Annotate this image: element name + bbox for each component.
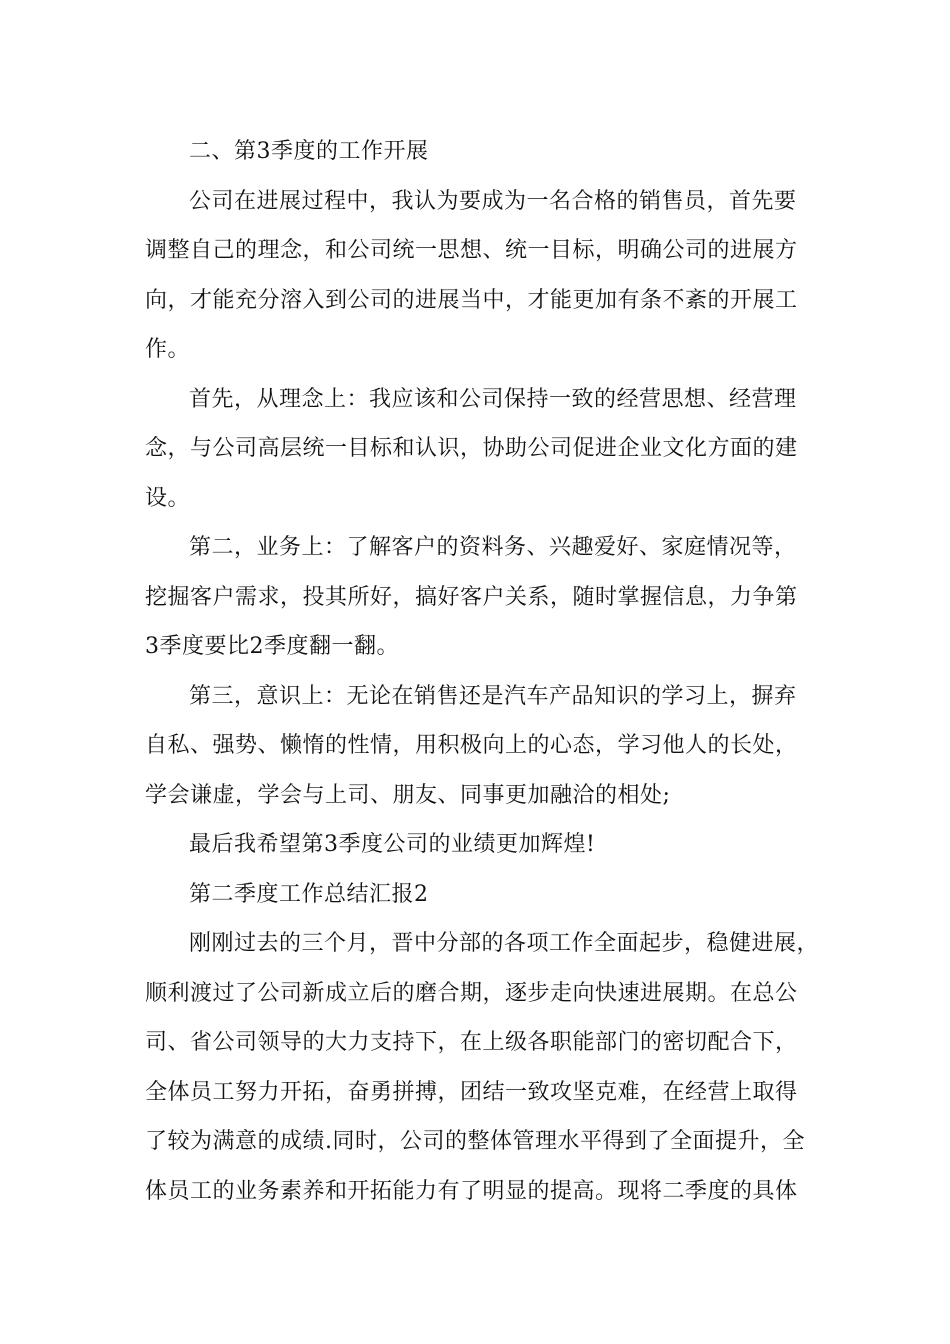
paragraph-line: 顺利渡过了公司新成立后的磨合期，逐步走向快速进展期。在总公 xyxy=(145,980,798,1006)
paragraph-1 xyxy=(145,177,820,375)
paragraph-line: 最后我希望第3季度公司的业绩更加辉煌! xyxy=(189,832,596,857)
paragraph-line: 3季度要比2季度翻一翻。 xyxy=(145,634,399,659)
paragraph-line: 挖掘客户需求，投其所好，搞好客户关系，随时掌握信息，力争第 xyxy=(145,584,798,610)
paragraph-line: 刚刚过去的三个月，晋中分部的各项工作全面起步，稳健进展， xyxy=(189,931,820,956)
paragraph-line: 调整自己的理念，和公司统一思想、统一目标，明确公司的进展方 xyxy=(145,238,798,263)
paragraph-line: 全体员工努力开拓，奋勇拼搏，团结一致攻坚克难，在经营上取得 xyxy=(145,1079,798,1105)
paragraph-2 xyxy=(145,375,820,524)
paragraph-line: 首先，从理念上：我应该和公司保持一致的经营思想、经营理 xyxy=(189,386,797,412)
document-body xyxy=(145,127,820,1216)
report-title: 第二季度工作总结汇报2 xyxy=(189,881,429,907)
paragraph-line: 司、省公司领导的大力支持下，在上级各职能部门的密切配合下， xyxy=(145,1030,798,1055)
paragraph-line: 念，与公司高层统一目标和认识，协助公司促进企业文化方面的建 xyxy=(145,436,798,461)
paragraph-4 xyxy=(145,672,820,821)
paragraph-5 xyxy=(145,820,820,870)
paragraph-line: 向，才能充分溶入到公司的进展当中，才能更加有条不紊的开展工 xyxy=(145,287,798,313)
paragraph-line: 学会谦虚，学会与上司、朋友、同事更加融洽的相处; xyxy=(145,782,671,808)
paragraph-line: 了较为满意的成绩.同时，公司的整体管理水平得到了全面提升，全 xyxy=(145,1129,805,1154)
paragraph-line: 体员工的业务素养和开拓能力有了明显的提高。现将二季度的具体 xyxy=(145,1178,798,1204)
paragraph-line: 自私、强势、懒惰的性情，用积极向上的心态，学习他人的长处， xyxy=(145,733,798,758)
paragraph-3 xyxy=(145,523,820,672)
paragraph-line: 设。 xyxy=(145,485,191,511)
section-heading: 二、第3季度的工作开展 xyxy=(189,139,429,164)
paragraph-line: 第三，意识上：无论在销售还是汽车产品知识的学习上，摒弃 xyxy=(189,683,797,709)
paragraph-line: 公司在进展过程中，我认为要成为一名合格的销售员，首先要 xyxy=(189,188,797,214)
paragraph-line: 第二，业务上：了解客户的资料务、兴趣爱好、家庭情况等， xyxy=(189,535,797,560)
paragraph-line: 作。 xyxy=(145,337,191,362)
report-paragraph xyxy=(145,919,820,1216)
